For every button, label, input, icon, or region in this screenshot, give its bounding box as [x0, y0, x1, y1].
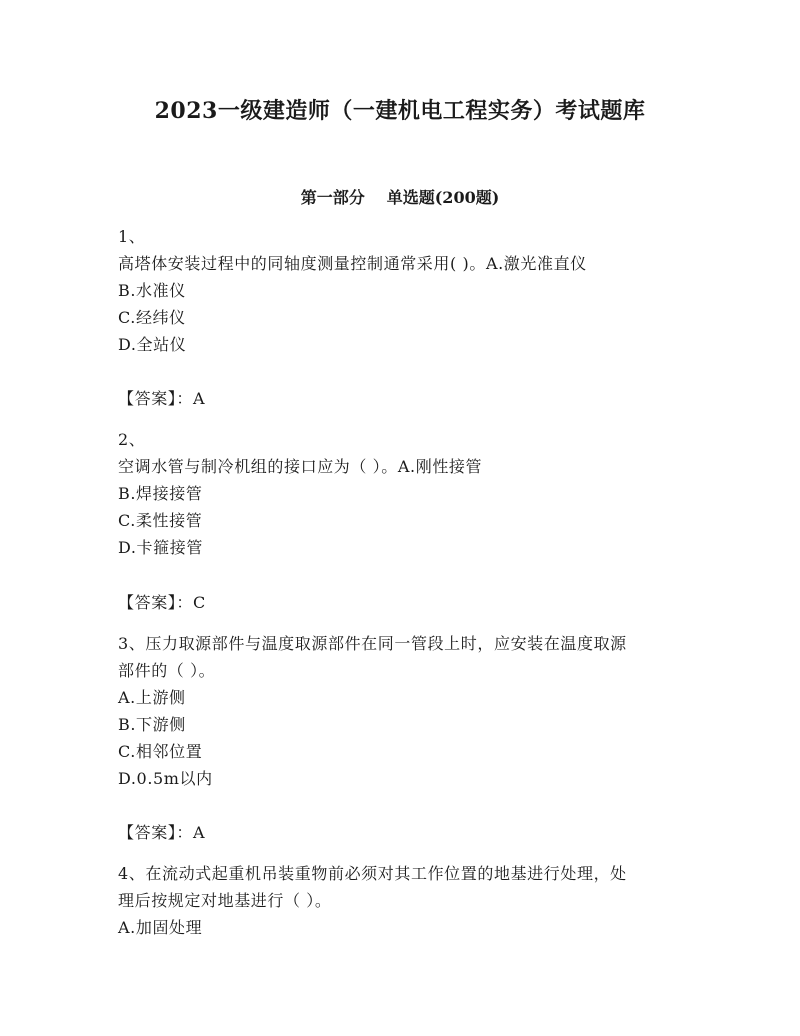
question-1-number: 1、 [118, 227, 146, 246]
question-2-option-c: C.柔性接管 [118, 511, 203, 530]
question-2-number: 2、 [118, 430, 146, 449]
question-1-option-b: B.水准仪 [118, 281, 186, 300]
question-4-option-a: A.加固处理 [118, 918, 203, 937]
question-2-option-d: D.卡箍接管 [118, 538, 203, 557]
question-1-stem: 高塔体安装过程中的同轴度测量控制通常采用( )。A.激光准直仪 [118, 254, 587, 273]
question-4-stem-line-2: 理后按规定对地基进行（ ）。 [118, 891, 332, 910]
question-3-option-d: D.0.5m以内 [118, 769, 213, 788]
section-heading [0, 185, 800, 208]
question-3-answer: 【答案】：A [118, 823, 206, 842]
question-2-option-b: B.焊接接管 [118, 484, 203, 503]
question-1-option-d: D.全站仪 [118, 335, 187, 354]
question-3-stem-line-1: 3、压力取源部件与温度取源部件在同一管段上时，应安装在温度取源 [118, 634, 627, 653]
question-3-option-b: B.下游侧 [118, 715, 186, 734]
document-title: 2023一级建造师（一建机电工程实务）考试题库 [154, 98, 646, 124]
question-3-option-a: A.上游侧 [118, 688, 186, 707]
question-3-option-c: C.相邻位置 [118, 742, 203, 761]
question-2-answer: 【答案】：C [118, 593, 206, 612]
question-1-answer: 【答案】：A [118, 389, 206, 408]
question-2-stem: 空调水管与制冷机组的接口应为（ ）。A.刚性接管 [118, 457, 483, 476]
question-1-option-c: C.经纬仪 [118, 308, 186, 327]
section-name: 单选题(200题) [386, 188, 500, 207]
question-3-stem-line-2: 部件的（ ）。 [118, 661, 216, 680]
section-part: 第一部分 [300, 188, 365, 207]
question-4-stem-line-1: 4、在流动式起重机吊装重物前必须对其工作位置的地基进行处理，处 [118, 864, 627, 883]
